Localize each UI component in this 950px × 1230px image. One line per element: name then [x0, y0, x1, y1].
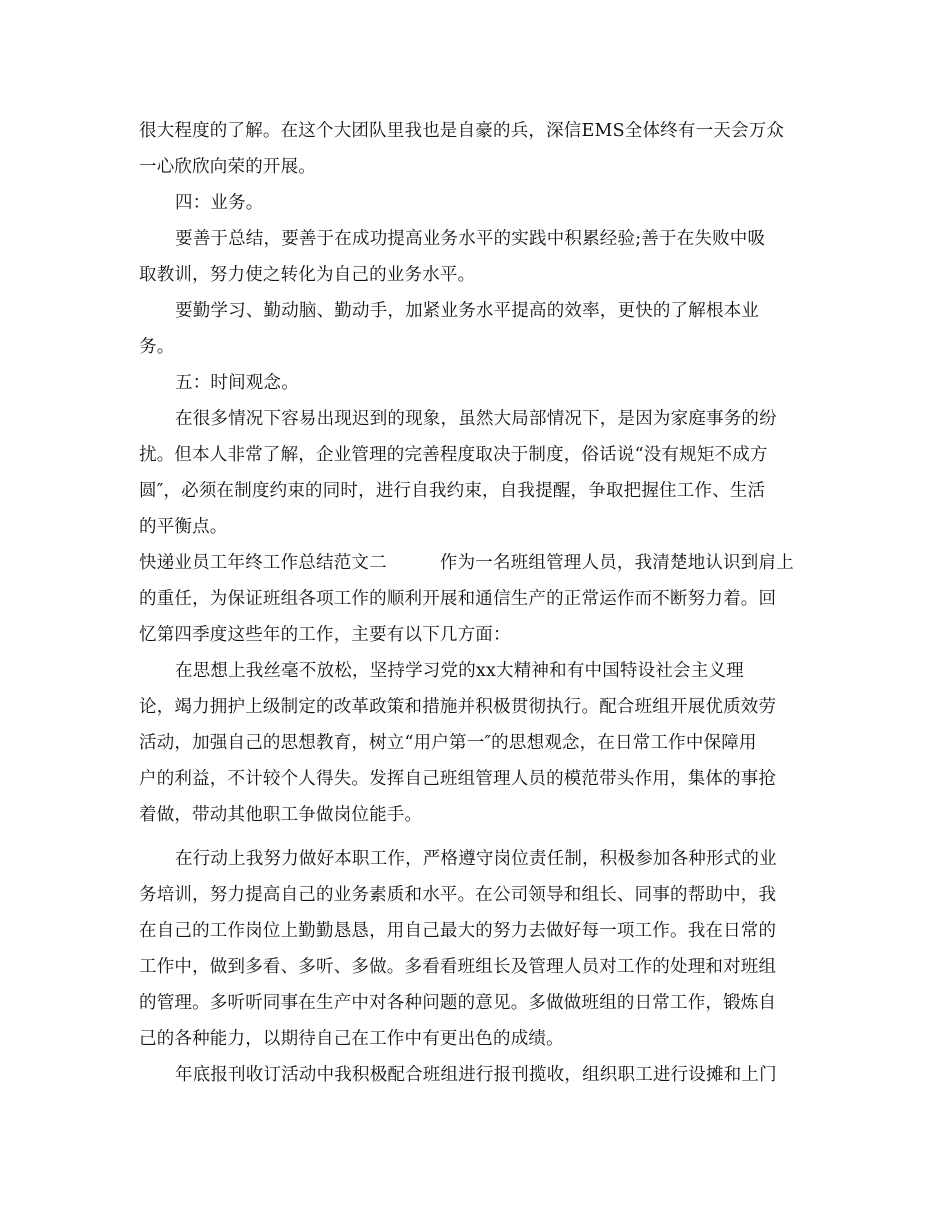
text-line: 要善于总结，要善于在成功提高业务水平的实践中积累经验;善于在失败中吸	[175, 229, 766, 249]
text-line: 的平衡点。	[139, 517, 228, 537]
text-line: 一心欣欣向荣的开展。	[139, 157, 316, 177]
text-line: 己的各种能力，以期待自己在工作中有更出色的成绩。	[139, 1029, 564, 1049]
text-line: 的重任，为保证班组各项工作的顺利开展和通信生产的正常运作而不断努力着。回	[139, 589, 777, 609]
text-line: 的管理。多听听同事在生产中对各种问题的意见。多做做班组的日常工作，锻炼自	[139, 993, 777, 1013]
text-line: 活动，加强自己的思想教育，树立“用户第一″的思想观念，在日常工作中保障用	[139, 733, 757, 753]
text-line: 忆第四季度这些年的工作，主要有以下几方面：	[139, 625, 511, 645]
section-heading: 五：时间观念。	[175, 373, 299, 393]
text-line: 论，竭力拥护上级制定的改革政策和措施并积极贯彻执行。配合班组开展优质效劳	[139, 697, 777, 717]
text-line: 圆″，必须在制度约束的同时，进行自我约束，自我提醒，争取把握住工作、生活	[139, 481, 766, 501]
text-line: 在自己的工作岗位上勤勤恳恳，用自己最大的努力去做好每一项工作。我在日常的	[139, 921, 777, 941]
text-line: 很大程度的了解。在这个大团队里我也是自豪的兵，深信EMS全体终有一天会万众	[139, 121, 785, 141]
paragraph-spacer	[139, 833, 815, 841]
text-line: 务培训，努力提高自己的业务素质和水平。在公司领导和组长、同事的帮助中，我	[139, 885, 777, 905]
text-line: 扰。但本人非常了解，企业管理的完善程度取决于制度，俗话说“没有规矩不成方	[139, 445, 768, 465]
document-body	[139, 113, 815, 1093]
text-line: 户的利益，不计较个人得失。发挥自己班组管理人员的模范带头作用，集体的事抢	[139, 769, 777, 789]
text-line: 取教训，努力使之转化为自己的业务水平。	[139, 265, 476, 285]
text-line: 在行动上我努力做好本职工作，严格遵守岗位责任制，积极参加各种形式的业	[175, 849, 777, 869]
text-line: 在很多情况下容易出现迟到的现象，虽然大局部情况下，是因为家庭事务的纷	[175, 409, 777, 429]
text-line: 务。	[139, 337, 175, 357]
section-heading: 四：业务。	[175, 193, 264, 213]
text-line: 年底报刊收订活动中我积极配合班组进行报刊揽收，组织职工进行设摊和上门	[175, 1065, 777, 1085]
text-line: 着做，带动其他职工争做岗位能手。	[139, 805, 423, 825]
text-line: 要勤学习、勤动脑、勤动手，加紧业务水平提高的效率，更快的了解根本业	[175, 301, 760, 321]
article-title-line: 快递业员工年终工作总结范文二 作为一名班组管理人员，我清楚地认识到肩上	[139, 553, 794, 573]
text-line: 在思想上我丝毫不放松，坚持学习党的xx大精神和有中国特设社会主义理	[175, 661, 744, 681]
text-line: 工作中，做到多看、多听、多做。多看看班组长及管理人员对工作的处理和对班组	[139, 957, 777, 977]
